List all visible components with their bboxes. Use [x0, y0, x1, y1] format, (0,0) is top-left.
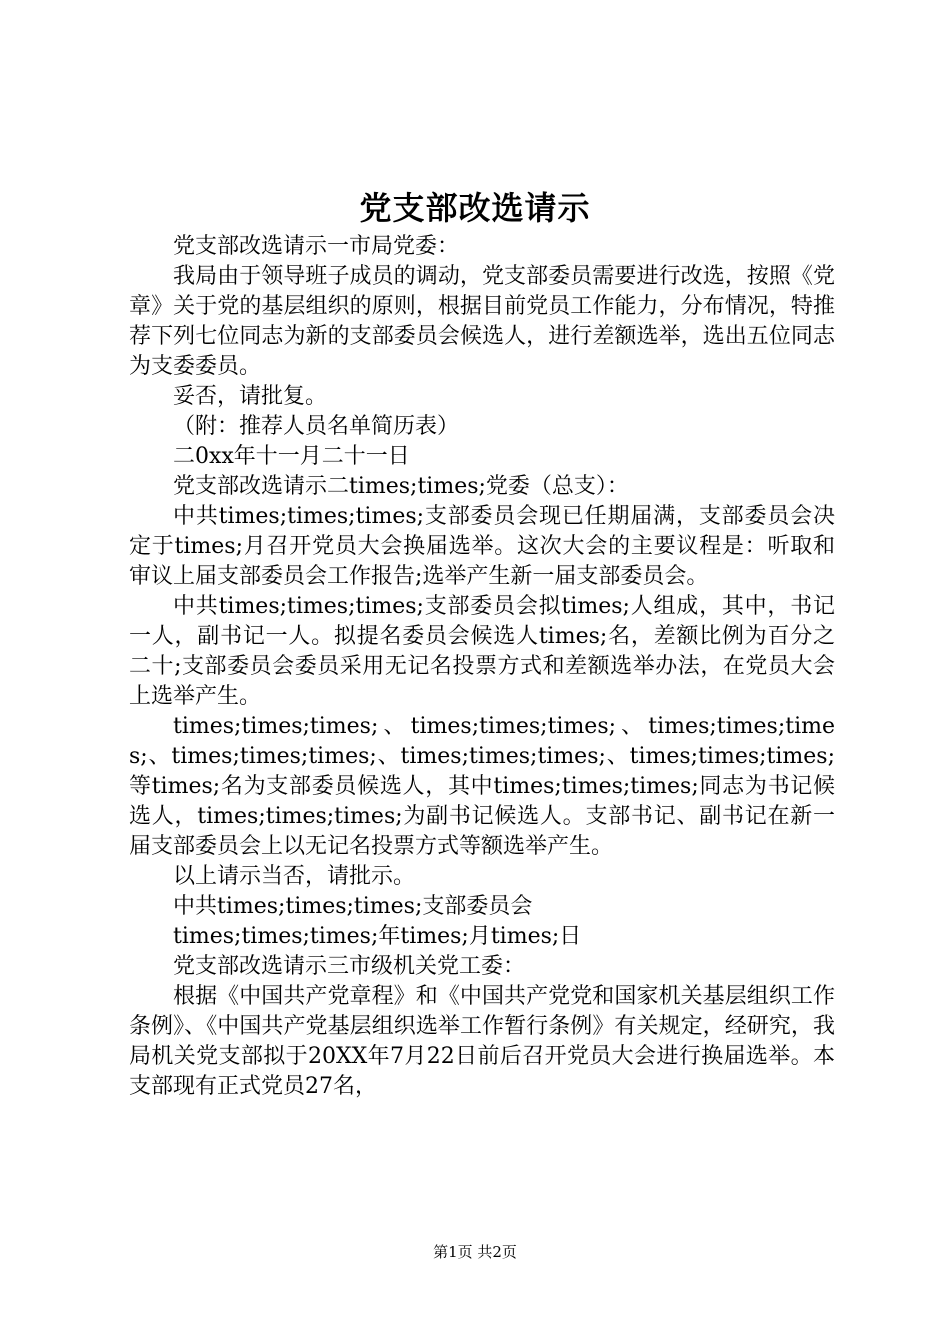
paragraph: 妥否，请批复。 — [173, 384, 328, 409]
document-title: 党支部改选请示 — [359, 189, 591, 227]
paragraph: 二0xx年十一月二十一日 — [173, 444, 410, 469]
paragraph: times;times;times;、times;times;times;、times;times;times;、times;times;times;、times;times;times;、times;times;times;等times;名为支部委员候选人，其中times;times;times;同志为书记候选人，times;times;times;为副书记候选人。支部书记、副书记在新一届支部委员会上以无记名投票方式等额选举产生。 — [129, 714, 835, 859]
paragraph: 中共times;times;times;支部委员会现已任期届满，支部委员会决定于times;月召开党员大会换届选举。这次大会的主要议程是：听取和审议上届支部委员会工作报告;选举产生新一届支部委员会。 — [129, 504, 835, 589]
paragraph: 党支部改选请示二times;times;党委（总支）： — [173, 474, 629, 499]
paragraph: 以上请示当否，请批示。 — [173, 864, 416, 889]
paragraph: （附：推荐人员名单简历表） — [173, 414, 460, 439]
page-footer: 第1页 共2页 — [433, 1243, 517, 1261]
paragraph: 党支部改选请示三市级机关党工委： — [173, 954, 526, 979]
paragraph: 党支部改选请示一市局党委： — [173, 234, 460, 259]
paragraph: 中共times;times;times;支部委员会 — [173, 894, 533, 919]
paragraph: 我局由于领导班子成员的调动，党支部委员需要进行改选，按照《党章》关于党的基层组织的原则，根据目前党员工作能力，分布情况，特推荐下列七位同志为新的支部委员会候选人，进行差额选举，选出五位同志为支委委员。 — [129, 264, 835, 379]
paragraph: 根据《中国共产党章程》和《中国共产党党和国家机关基层组织工作条例》、《中国共产党基层组织选举工作暂行条例》有关规定，经研究，我局机关党支部拟于20XX年7月22日前后召开党员大会进行换届选举。本支部现有正式党员27名， — [129, 984, 835, 1099]
document-body — [129, 232, 835, 1102]
paragraph: 中共times;times;times;支部委员会拟times;人组成，其中，书记一人，副书记一人。拟提名委员会候选人times;名，差额比例为百分之二十;支部委员会委员采用无记名投票方式和差额选举办法，在党员大会上选举产生。 — [129, 594, 835, 709]
paragraph: times;times;times;年times;月times;日 — [173, 924, 582, 949]
